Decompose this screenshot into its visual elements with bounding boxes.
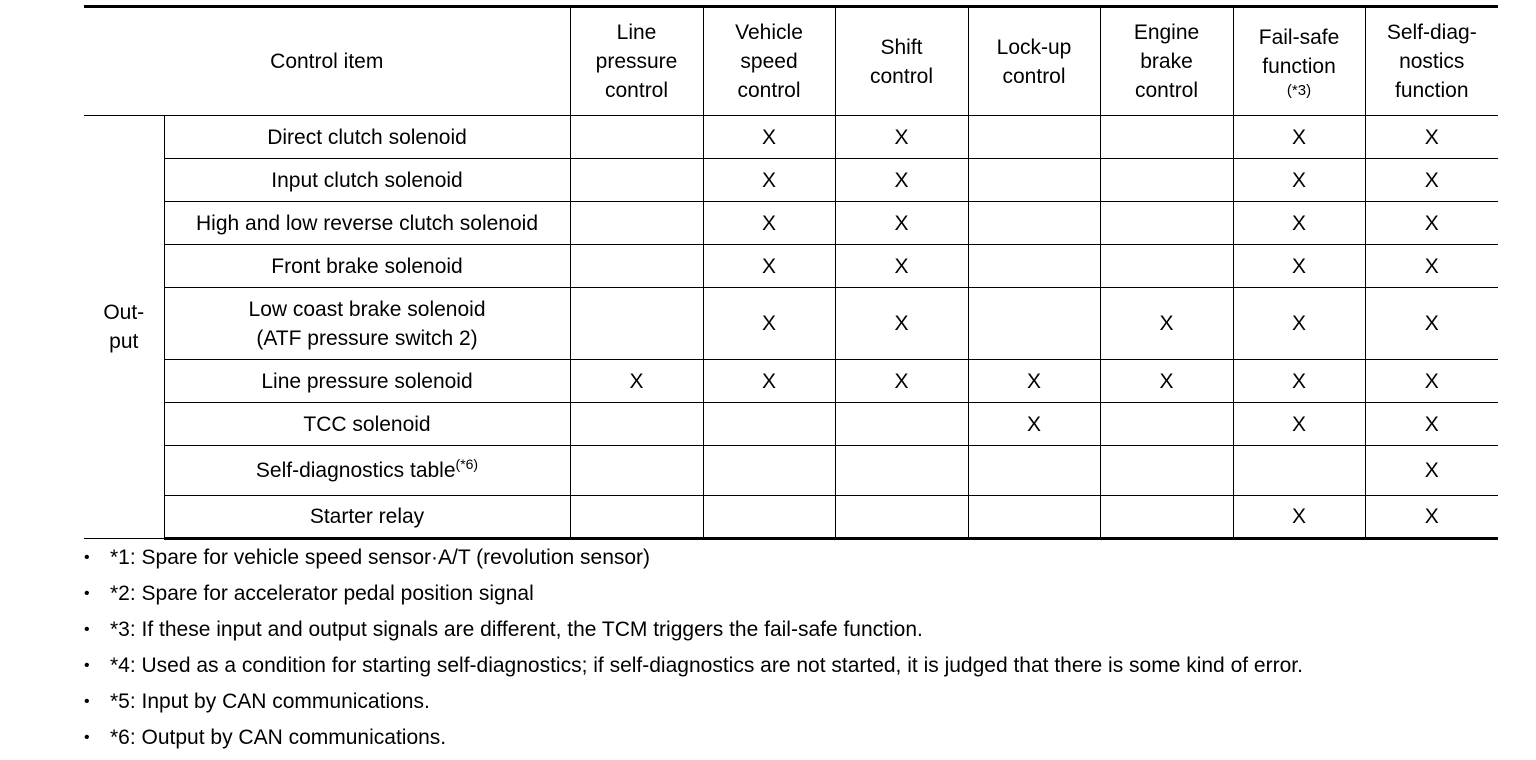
mark-cell: X (1233, 288, 1365, 360)
header-fail-safe-function: Fail-safe function (*3) (1233, 7, 1365, 116)
bullet-icon: • (84, 729, 90, 746)
table-row (84, 159, 1498, 202)
table-row (84, 202, 1498, 245)
footnote-item: • *2: Spare for accelerator pedal position signal (84, 576, 1303, 612)
row-item-label: Self-diagnostics table$^{(*6)}$ (164, 446, 570, 496)
mark-cell (968, 116, 1100, 159)
mark-cell: X (1100, 288, 1233, 360)
mark-cell: X (1365, 288, 1498, 360)
footnote-item: • *5: Input by CAN communications. (84, 684, 1303, 720)
footnote-item: • *4: Used as a condition for starting self-diagnostics; if self-diagnostics are not started, it is judged that there is some kind of error. (84, 648, 1303, 684)
mark-cell (968, 245, 1100, 288)
mark-cell (570, 159, 703, 202)
bullet-icon: • (84, 657, 90, 674)
mark-cell: X (835, 288, 968, 360)
mark-cell (1100, 245, 1233, 288)
mark-cell: X (835, 360, 968, 403)
mark-cell: X (1233, 116, 1365, 159)
mark-cell: X (1365, 403, 1498, 446)
mark-cell (968, 288, 1100, 360)
mark-cell (968, 159, 1100, 202)
mark-cell (570, 288, 703, 360)
mark-cell: X (1233, 496, 1365, 539)
mark-cell: X (1233, 159, 1365, 202)
mark-cell (570, 245, 703, 288)
mark-cell (1100, 403, 1233, 446)
mark-cell: X (1233, 403, 1365, 446)
mark-cell: X (1365, 446, 1498, 496)
mark-cell (570, 202, 703, 245)
mark-cell (570, 403, 703, 446)
mark-cell: X (703, 288, 835, 360)
table-row (84, 496, 1498, 539)
row-item-label: Input clutch solenoid (164, 159, 570, 202)
table-row (84, 288, 1498, 360)
row-item-label: Line pressure solenoid (164, 360, 570, 403)
header-shift-control: Shift control (835, 7, 968, 116)
footnotes (84, 540, 1303, 756)
mark-cell: X (1100, 360, 1233, 403)
mark-cell (1233, 446, 1365, 496)
row-item-label: High and low reverse clutch solenoid (164, 202, 570, 245)
footnote-item: • *1: Spare for vehicle speed sensor·A/T (revolution sensor) (84, 540, 1303, 576)
bullet-icon: • (84, 585, 90, 602)
header-vehicle-speed-control: Vehicle speed control (703, 7, 835, 116)
header-lock-up-control: Lock-up control (968, 7, 1100, 116)
mark-cell (968, 202, 1100, 245)
footnote-item: • *3: If these input and output signals are different, the TCM triggers the fail-safe function. (84, 612, 1303, 648)
footnote-item: • *6: Output by CAN communications. (84, 720, 1303, 756)
mark-cell (570, 116, 703, 159)
mark-cell: X (968, 403, 1100, 446)
mark-cell: X (1233, 360, 1365, 403)
mark-cell: X (703, 245, 835, 288)
mark-cell: X (1365, 245, 1498, 288)
mark-cell (570, 446, 703, 496)
mark-cell (1100, 202, 1233, 245)
table-header-row (84, 7, 1498, 116)
header-line-pressure-control: Line pressure control (570, 7, 703, 116)
mark-cell: X (703, 360, 835, 403)
row-item-label: TCC solenoid (164, 403, 570, 446)
mark-cell (835, 496, 968, 539)
mark-cell: X (1233, 202, 1365, 245)
mark-cell (703, 403, 835, 446)
bullet-icon: • (84, 621, 90, 638)
mark-cell: X (1365, 116, 1498, 159)
mark-cell: X (703, 116, 835, 159)
mark-cell (1100, 496, 1233, 539)
mark-cell (835, 446, 968, 496)
mark-cell: X (835, 116, 968, 159)
bullet-icon: • (84, 693, 90, 710)
table-row (84, 116, 1498, 159)
header-control-item: Control item (84, 7, 570, 116)
mark-cell: X (968, 360, 1100, 403)
table-row (84, 245, 1498, 288)
mark-cell: X (1365, 159, 1498, 202)
mark-cell (968, 496, 1100, 539)
mark-cell (1100, 159, 1233, 202)
table-row (84, 403, 1498, 446)
mark-cell: X (1365, 496, 1498, 539)
row-item-label: Front brake solenoid (164, 245, 570, 288)
mark-cell: X (835, 159, 968, 202)
mark-cell: X (1365, 202, 1498, 245)
mark-cell (703, 496, 835, 539)
mark-cell (1100, 116, 1233, 159)
mark-cell: X (835, 245, 968, 288)
table-row (84, 446, 1498, 496)
mark-cell: X (835, 202, 968, 245)
group-label-output: Out- put (84, 116, 164, 539)
row-item-label: Direct clutch solenoid (164, 116, 570, 159)
header-self-diagnostics-function: Self-diag- nostics function (1365, 7, 1498, 116)
header-engine-brake-control: Engine brake control (1100, 7, 1233, 116)
mark-cell: X (570, 360, 703, 403)
row-item-label: Starter relay (164, 496, 570, 539)
mark-cell (1100, 446, 1233, 496)
mark-cell (968, 446, 1100, 496)
mark-cell: X (1365, 360, 1498, 403)
mark-cell: X (1233, 245, 1365, 288)
bullet-icon: • (84, 549, 90, 566)
row-item-label: Low coast brake solenoid (ATF pressure switch 2) (164, 288, 570, 360)
control-item-table (84, 5, 1498, 540)
mark-cell (703, 446, 835, 496)
mark-cell: X (703, 159, 835, 202)
table-row (84, 360, 1498, 403)
mark-cell (570, 496, 703, 539)
mark-cell (835, 403, 968, 446)
mark-cell: X (703, 202, 835, 245)
